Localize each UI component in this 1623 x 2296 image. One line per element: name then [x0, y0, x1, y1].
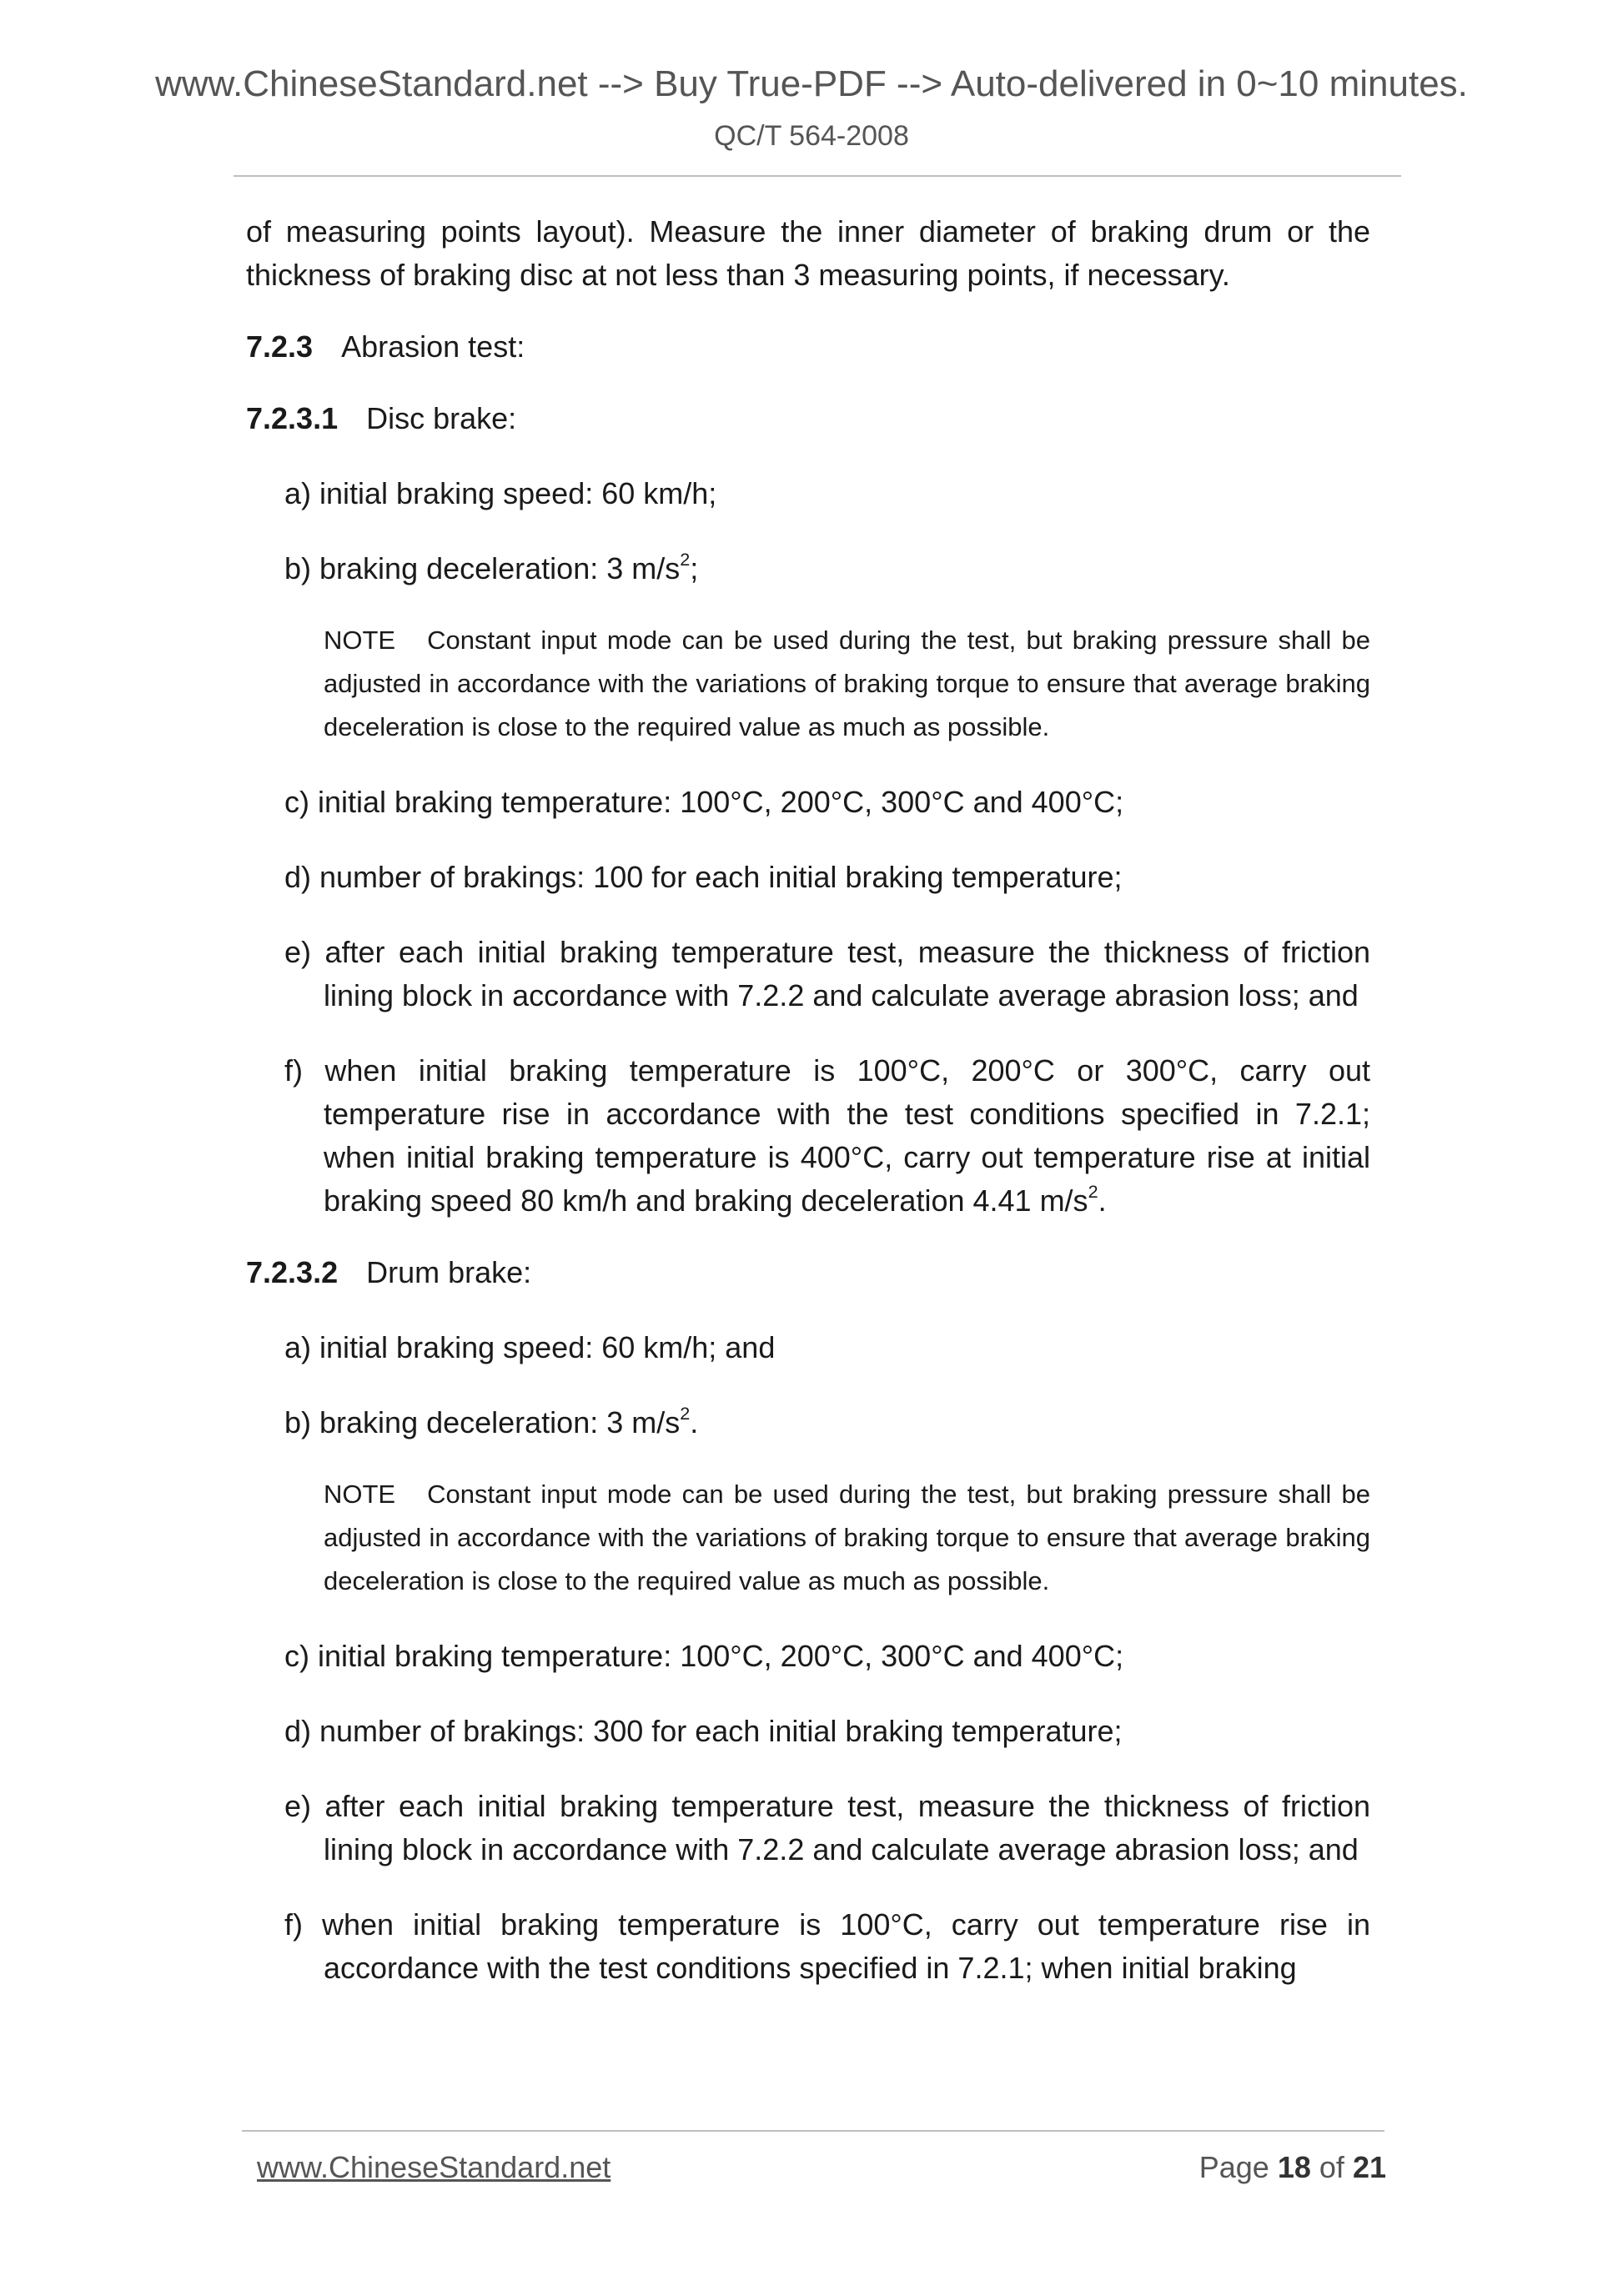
- item-end: ;: [690, 551, 699, 585]
- list-item-d: d) number of brakings: 100 for each initial braking temperature;: [284, 860, 1123, 894]
- list-item-b: [284, 547, 1370, 590]
- note-paragraph: [324, 1473, 1370, 1603]
- section-7-2-3-heading: [246, 325, 1370, 369]
- superscript: 2: [1088, 1180, 1098, 1202]
- note-label: NOTE: [324, 625, 396, 655]
- item-end: .: [690, 1405, 699, 1439]
- note-text: Constant input mode can be used during the test, but braking pressure shall be adjusted in accordance with the variations of braking torque to ensure that average braking deceleration is close to the required value as much as possible.: [324, 1480, 1370, 1595]
- section-7-2-3-1-heading: [246, 397, 1370, 440]
- page-current: 18: [1277, 2150, 1311, 2184]
- item-text: b) braking deceleration: 3 m/s: [284, 551, 681, 585]
- section-number: 7.2.3: [246, 329, 314, 364]
- footer-website-link[interactable]: www.ChineseStandard.net: [257, 2150, 611, 2184]
- note-paragraph: [324, 619, 1370, 749]
- note-label: NOTE: [324, 1480, 396, 1509]
- section-number: 7.2.3.1: [246, 401, 339, 435]
- item-text: f) when initial braking temperature is 100°C, 200°C or 300°C, carry out temperature rise in accordance with the test conditions specified in 7.2.1; when initial braking temperature is 400°C, carry out temperature rise at initial braking speed 80 km/h and braking deceleration 4.41 m/s: [284, 1053, 1370, 1218]
- item-text: b) braking deceleration: 3 m/s: [284, 1405, 681, 1439]
- superscript: 2: [680, 548, 691, 570]
- list-item-c: c) initial braking temperature: 100°C, 200°C, 300°C and 400°C;: [284, 1639, 1124, 1673]
- list-item-e: e) after each initial braking temperature test, measure the thickness of friction lining block in accordance with 7.2.2 and calculate average abrasion loss; and: [284, 935, 1370, 1012]
- page-content: [246, 210, 1370, 1990]
- section-title: Drum brake:: [366, 1255, 532, 1289]
- section-title: Abrasion test:: [341, 329, 525, 364]
- section-7-2-3-2-heading: [246, 1251, 1370, 1294]
- list-item-b: [284, 1401, 1370, 1444]
- footer-divider: [242, 2130, 1384, 2132]
- intro-paragraph: of measuring points layout). Measure the inner diameter of braking drum or the thickness of braking disc at not less than 3 measuring points, if necessary.: [246, 214, 1370, 292]
- list-item-f: f) when initial braking temperature is 100°C, carry out temperature rise in accordance with the test conditions specified in 7.2.1; when initial braking: [284, 1907, 1370, 1985]
- page-total: 21: [1352, 2150, 1386, 2184]
- list-item-c: c) initial braking temperature: 100°C, 200°C, 300°C and 400°C;: [284, 785, 1124, 819]
- page-of: of: [1319, 2150, 1344, 2184]
- list-item-a: a) initial braking speed: 60 km/h; and: [284, 1330, 776, 1364]
- list-item-d: d) number of brakings: 300 for each initial braking temperature;: [284, 1714, 1123, 1748]
- document-code: QC/T 564-2008: [714, 120, 909, 152]
- list-item-f: [284, 1049, 1370, 1223]
- item-end: .: [1098, 1183, 1107, 1218]
- page-number: [1199, 2150, 1386, 2185]
- list-item-e: e) after each initial braking temperature test, measure the thickness of friction lining block in accordance with 7.2.2 and calculate average abrasion loss; and: [284, 1789, 1370, 1866]
- list-item-a: a) initial braking speed: 60 km/h;: [284, 476, 717, 510]
- superscript: 2: [680, 1402, 691, 1424]
- section-title: Disc brake:: [366, 401, 517, 435]
- section-number: 7.2.3.2: [246, 1255, 339, 1289]
- header-divider: [234, 175, 1401, 177]
- page-label: Page: [1198, 2150, 1269, 2184]
- header-banner: www.ChineseStandard.net --> Buy True-PDF --> Auto-delivered in 0~10 minutes.: [155, 63, 1468, 104]
- note-text: Constant input mode can be used during the test, but braking pressure shall be adjusted in accordance with the variations of braking torque to ensure that average braking deceleration is close to the required value as much as possible.: [324, 625, 1370, 741]
